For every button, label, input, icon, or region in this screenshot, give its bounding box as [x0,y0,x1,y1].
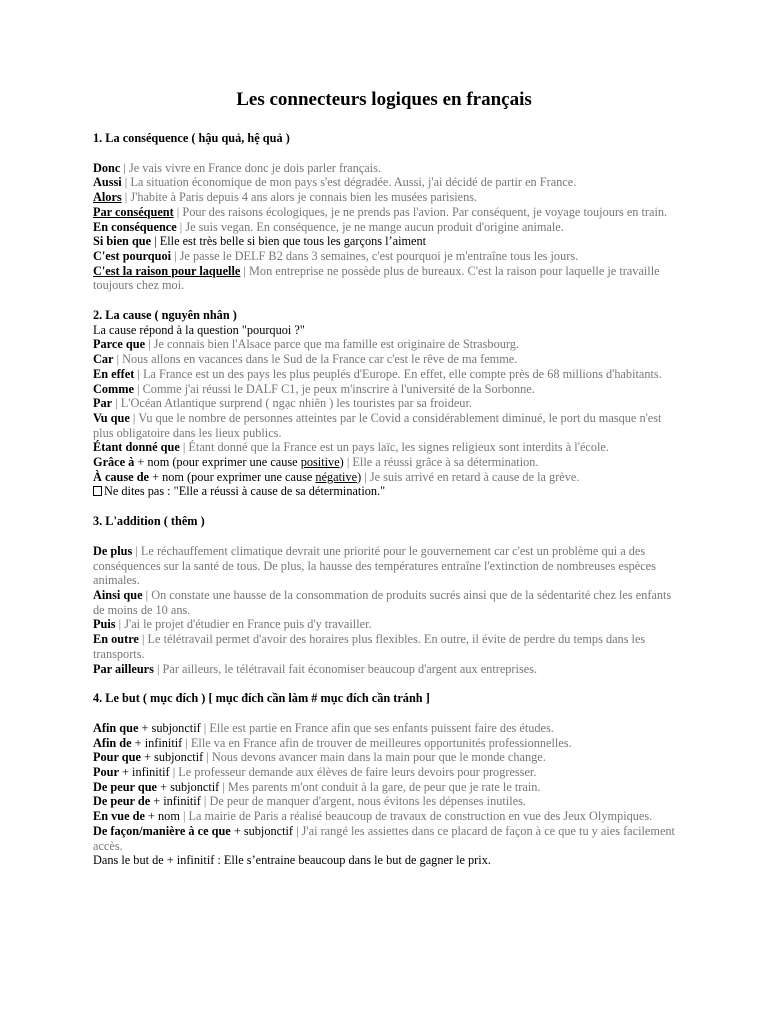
warning-icon [93,486,102,496]
warning-text: Ne dites pas : "Elle a réussi à cause de sa détermination." [104,484,386,499]
example-sentence: Le professeur demande aux élèves de faire leurs devoirs pour progresser. [178,765,537,780]
separator: | [219,779,228,794]
final-line: Dans le but de + infinitif : Elle s’entraine beaucoup dans le but de gagner le prix. [93,853,491,868]
connector-term: Afin de [93,735,132,750]
example-sentence: J'habite à Paris depuis 4 ans alors je connais bien les musées parisiens. [130,190,478,205]
connector-term: Si bien que [93,234,152,249]
connector-term: Donc [93,160,121,175]
connector-entry [93,809,675,824]
connector-entry [93,352,675,367]
example-sentence: J'ai rangé les assiettes dans ce placard de façon à ce que tu y aies facilement accès. [93,823,675,853]
example-sentence: La France est un des pays les plus peuplés d'Europe. En effet, elle compte près de 68 millions d'habitants. [142,366,662,381]
example-sentence: Le réchauffement climatique devrait une priorité pour le gouvernement car c'est un problème qui a des conséquences sur la santé de tous. De plus, la hausse des températures entraîne l'extinction de nombreuses espèces animales. [93,543,656,588]
separator: | [361,469,370,484]
connector-term: Parce que [93,337,146,352]
section-1 [93,131,675,293]
connector-entry [93,249,675,264]
section-intro: La cause répond à la question "pourquoi ?" [93,322,305,337]
connector-entry [93,234,675,249]
separator: | [151,234,160,249]
separator: | [145,337,154,352]
connector-term: Par ailleurs [93,661,154,676]
grammar-note: + nom (pour exprimer une cause [134,455,301,470]
connector-term: Car [93,352,114,367]
connector-entry [93,736,675,751]
separator: | [121,190,131,205]
connector-entry [93,632,675,661]
example-sentence: Par ailleurs, le télétravail fait économiser beaucoup d'argent aux entreprises. [162,661,538,676]
connector-term: En outre [93,632,139,647]
separator: | [240,263,249,278]
example-sentence: Le télétravail permet d'avoir des horaires plus flexibles. En outre, il évite de perdre du temps dans les transports. [93,632,646,661]
connector-entry [93,411,675,440]
separator: | [138,632,148,647]
separator: | [203,750,212,765]
connector-entry [93,367,675,382]
warning-line [93,484,675,499]
separator: | [343,455,353,470]
separator: | [179,440,189,455]
example-sentence: Mes parents m'ont conduit à la gare, de peur que je rate le train. [227,779,541,794]
connector-term: En effet [93,366,135,381]
connector-entry [93,161,675,176]
section-heading: 2. La cause ( nguyên nhân ) [93,308,237,323]
grammar-note-end: ) [339,455,344,470]
separator: | [115,617,125,632]
separator: | [132,543,141,558]
grammar-note: + subjonctif [138,720,201,735]
example-sentence: Mon entreprise ne possède plus de bureaux. C'est la raison pour laquelle je travaille toujours chez moi. [93,263,660,293]
connector-term: De façon/manière à ce que [93,823,231,838]
connector-entry [93,780,675,795]
connector-entry [93,617,675,632]
example-sentence: Nous allons en vacances dans le Sud de la France car c'est le rêve de ma femme. [122,352,518,367]
section-3 [93,514,675,676]
grammar-note: + subjonctif [157,779,220,794]
connector-term: Pour que [93,750,141,765]
section-4 [93,691,675,868]
example-sentence: J'ai le projet d'étudier en France puis d'y travailler. [124,617,372,632]
connector-entry [93,794,675,809]
separator: | [120,160,129,175]
separator: | [169,765,179,780]
grammar-note: + nom (pour exprimer une cause [149,469,316,484]
connector-entry [93,264,675,293]
separator: | [113,352,123,367]
connector-term: De plus [93,543,133,558]
connector-entry [93,382,675,397]
connector-term: Étant donné que [93,440,180,455]
example-sentence: Je suis arrivé en retard à cause de la grève. [369,469,580,484]
document-body [93,131,675,868]
example-sentence: Je connais bien l'Alsace parce que ma famille est originaire de Strasbourg. [153,337,519,352]
connector-term: Vu que [93,410,130,425]
example-sentence: L'Océan Atlantique surprend ( ngạc nhiên ) les touristes par sa froideur. [120,396,472,411]
example-sentence: Elle a réussi grâce à sa détermination. [352,455,539,470]
separator: | [173,204,183,219]
separator: | [200,794,210,809]
connector-entry [93,190,675,205]
example-sentence: Je passe le DELF B2 dans 3 semaines, c'est pourquoi je m'entraîne tous les jours. [179,248,579,263]
section-heading: 1. La conséquence ( hậu quả, hệ quả ) [93,131,290,145]
example-sentence: La mairie de Paris a réalisé beaucoup de travaux de construction en vue des Jeux Olympiques. [188,809,653,824]
grammar-note: + infinitif [118,765,170,780]
separator: | [129,410,139,425]
connector-term: C'est pourquoi [93,248,172,263]
example-sentence: On constate une hausse de la consommation de produits sucrés ainsi que de la sédentarité chez les enfants de moins de 10 ans. [93,587,672,617]
connector-term: Puis [93,617,116,632]
connector-entry [93,765,675,780]
separator: | [133,381,143,396]
connector-term: En conséquence [93,219,177,234]
separator: | [142,587,152,602]
example-sentence: Je vais vivre en France donc je dois parler français. [128,160,381,175]
grammar-note: + subjonctif [140,750,204,765]
connector-term: Pour [93,765,119,780]
section-heading: 3. L'addition ( thêm ) [93,514,205,529]
connector-entry [93,662,675,677]
example-sentence: Nous devons avancer main dans la main pour que le monde change. [211,750,546,765]
connector-term: Comme [93,381,134,396]
example-sentence: Elle est partie en France afin que ses enfants puissent faire des études. [209,720,554,735]
grammar-note: + infinitif [150,794,201,809]
separator: | [179,809,189,824]
connector-term: Par [93,396,113,411]
example-sentence: La situation économique de mon pays s'est dégradée. Aussi, j'ai décidé de partir en France. [130,175,577,190]
grammar-note-emphasis: positive [300,455,340,470]
connector-term: Ainsi que [93,587,143,602]
connector-term: Alors [93,190,122,205]
connector-entry [93,396,675,411]
connector-term: De peur que [93,779,157,794]
separator: | [153,661,163,676]
connector-term: Aussi [93,175,122,190]
grammar-note: + infinitif [131,735,183,750]
connector-entry [93,337,675,352]
connector-entry [93,470,675,485]
separator: | [121,175,131,190]
separator: | [200,720,210,735]
section-2 [93,308,675,499]
connector-term: C'est la raison pour laquelle [93,263,241,278]
connector-term: Par conséquent [93,204,174,219]
connector-entry [93,824,675,853]
connector-entry [93,220,675,235]
connector-term: Grâce à [93,455,135,470]
example-sentence: Comme j'ai réussi le DALF C1, je peux m'inscrire à l'université de la Sorbonne. [142,381,535,396]
example-sentence: Elle est très belle si bien que tous les garçons l’aiment [159,234,427,249]
connector-entry [93,455,675,470]
example-sentence: Elle va en France afin de trouver de meilleures opportunités professionnelles. [190,735,572,750]
grammar-note-end: ) [357,469,362,484]
grammar-note-emphasis: négative [315,469,358,484]
connector-entry [93,750,675,765]
example-sentence: Étant donné que la France est un pays laïc, les signes religieux sont interdits à l'école. [188,440,609,455]
connector-entry [93,205,675,220]
connector-term: En vue de [93,809,145,824]
page-title: Les connecteurs logiques en français [236,89,532,110]
connector-entry [93,588,675,617]
connector-term: De peur de [93,794,151,809]
separator: | [171,248,180,263]
separator: | [176,219,186,234]
connector-term: Afin que [93,720,139,735]
separator: | [134,366,143,381]
separator: | [293,823,302,838]
grammar-note: + nom [144,809,180,824]
connector-term: À cause de [93,469,150,484]
separator: | [112,396,121,411]
example-sentence: De peur de manquer d'argent, nous évitons les dépenses inutiles. [209,794,526,809]
connector-entry [93,175,675,190]
separator: | [182,735,191,750]
connector-entry [93,721,675,736]
example-sentence: Pour des raisons écologiques, je ne prends pas l'avion. Par conséquent, je voyage toujours en train. [182,204,668,219]
example-sentence: Je suis vegan. En conséquence, je ne mange aucun produit d'origine animale. [185,219,564,234]
connector-entry [93,544,675,588]
section-heading: 4. Le but ( mục đích ) [ mục đích cần làm # mục đích cần tránh ] [93,691,430,706]
example-sentence: Vu que le nombre de personnes atteintes par le Covid a considérablement diminué, le port du masque n'est plus obligatoire dans les lieux publics. [93,410,662,440]
grammar-note: + subjonctif [230,823,294,838]
connector-entry [93,440,675,455]
